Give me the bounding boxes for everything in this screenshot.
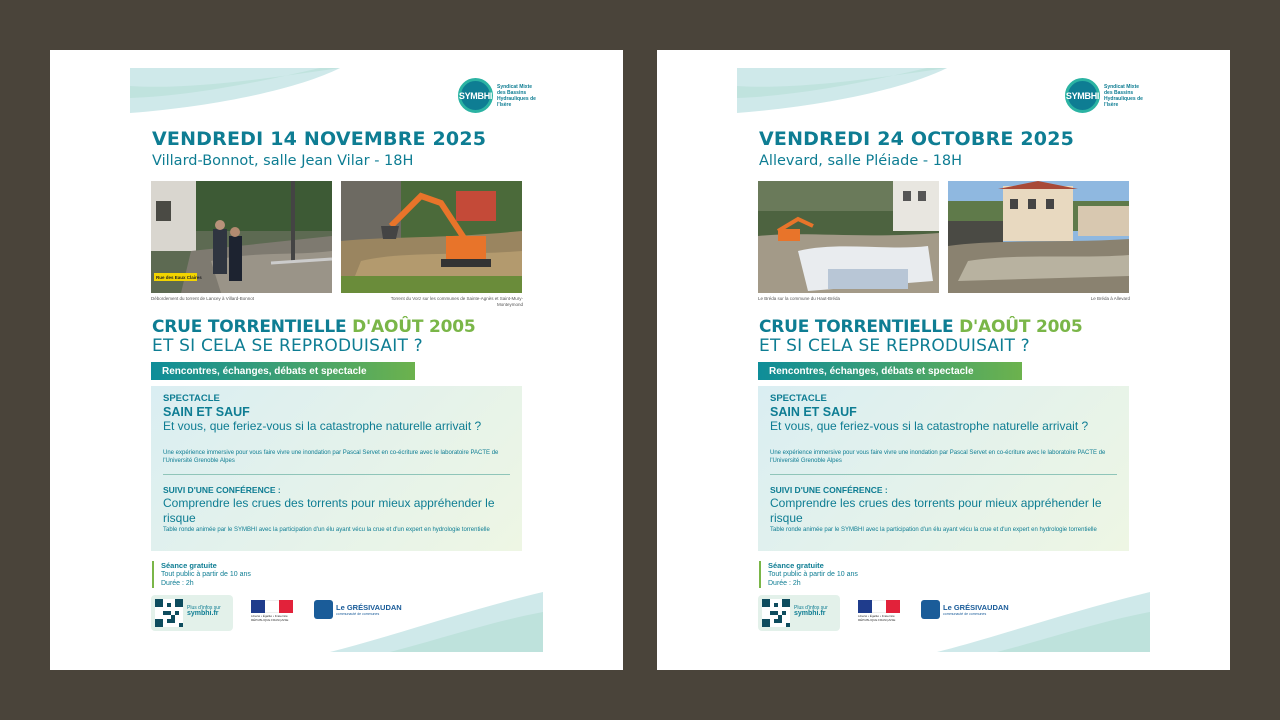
spectacle-description: Une expérience immersive pour vous faire vivre une inondation par Pascal Servet en co-écriture avec le laboratoire PACTE de l'Université Grenoble Alpes [770, 450, 1106, 464]
event-banner: Rencontres, échanges, débats et spectacle [758, 362, 1022, 380]
event-venue: Allevard, salle Pléiade - 18H [759, 153, 963, 169]
photo-caption-1: Le Bréda sur la commune du Haut-Bréda [758, 296, 841, 301]
session-info: Séance gratuite Tout public à partir de 10 ans Durée : 2h [759, 561, 858, 588]
symbhi-logo: SYMBHI Syndicat Mixte des Bassins Hydrauliques de l'Isère [1065, 78, 1144, 113]
headline: CRUE TORRENTIELLE D'AOÛT 2005 [759, 317, 1083, 337]
headline-question: ET SI CELA SE REPRODUISAIT ? [152, 336, 423, 356]
bottom-wave-decoration [130, 592, 543, 652]
spectacle-label: SPECTACLE [770, 393, 827, 404]
event-date: VENDREDI 14 NOVEMBRE 2025 [152, 128, 487, 150]
program-box [758, 386, 1129, 551]
conference-title: Comprendre les crues des torrents pour mieux appréhender le risque [770, 496, 1102, 525]
event-banner: Rencontres, échanges, débats et spectacle [151, 362, 415, 380]
flood-photo-river-town [948, 181, 1129, 293]
event-venue: Villard-Bonnot, salle Jean Vilar - 18H [152, 153, 414, 169]
poster-card-2 [657, 50, 1230, 670]
republique-francaise-logo: Liberté • Égalité • Fraternité RÉPUBLIQUE FRANÇAISE [858, 600, 900, 624]
spectacle-title: SAIN ET SAUF [770, 405, 857, 419]
poster-card-1 [50, 50, 623, 670]
symbhi-logo-icon: SYMBHI [458, 78, 493, 113]
photo-caption-2: Le Bréda à Allevard [1090, 296, 1130, 301]
spectacle-title: SAIN ET SAUF [163, 405, 250, 419]
conference-title: Comprendre les crues des torrents pour mieux appréhender le risque [163, 496, 495, 525]
divider [770, 474, 1117, 475]
event-date: VENDREDI 24 OCTOBRE 2025 [759, 128, 1075, 150]
conference-label: SUIVI D'UNE CONFÉRENCE : [163, 485, 281, 495]
street-sign-text: Rue des Eaux Claires [156, 275, 202, 280]
photo-caption-2: Torrent du Vorz sur les communes de Sainte-Agnès et Saint-Mury-Monteymond [390, 296, 523, 307]
headline: CRUE TORRENTIELLE D'AOÛT 2005 [152, 317, 476, 337]
conference-description: Table ronde animée par le SYMBHI avec la participation d'un élu ayant vécu la crue et d'un expert en hydrologie torrentielle [163, 527, 490, 533]
symbhi-logo: SYMBHI Syndicat Mixte des Bassins Hydrauliques de l'Isère [458, 78, 537, 113]
symbhi-url: symbhi.fr [794, 610, 826, 617]
photo-caption-1: Débordement du torrent de Lancey à Villard-Bonnot [151, 296, 254, 301]
poster [737, 68, 1150, 652]
flood-photo-excavator [341, 181, 522, 293]
spectacle-label: SPECTACLE [163, 393, 220, 404]
session-info: Séance gratuite Tout public à partir de 10 ans Durée : 2h [152, 561, 251, 588]
spectacle-question: Et vous, que feriez-vous si la catastrophe naturelle arrivait ? [163, 419, 482, 433]
gresivaudan-logo: Le GRÉSIVAUDAN communauté de communes [314, 600, 402, 619]
gresivaudan-logo: Le GRÉSIVAUDAN communauté de communes [921, 600, 1009, 619]
qr-info-box: Plus d'infos sur symbhi.fr [758, 595, 840, 631]
divider [163, 474, 510, 475]
program-box [151, 386, 522, 551]
symbhi-url: symbhi.fr [187, 610, 219, 617]
conference-label: SUIVI D'UNE CONFÉRENCE : [770, 485, 888, 495]
headline-question: ET SI CELA SE REPRODUISAIT ? [759, 336, 1030, 356]
spectacle-description: Une expérience immersive pour vous faire vivre une inondation par Pascal Servet en co-écriture avec le laboratoire PACTE de l'Université Grenoble Alpes [163, 450, 499, 464]
flood-photo-street [151, 181, 332, 293]
symbhi-logo-icon: SYMBHI [1065, 78, 1100, 113]
spectacle-question: Et vous, que feriez-vous si la catastrophe naturelle arrivait ? [770, 419, 1089, 433]
poster [130, 68, 543, 652]
republique-francaise-logo: Liberté • Égalité • Fraternité RÉPUBLIQUE FRANÇAISE [251, 600, 293, 624]
flood-photo-village [758, 181, 939, 293]
bottom-wave-decoration [737, 592, 1150, 652]
conference-description: Table ronde animée par le SYMBHI avec la participation d'un élu ayant vécu la crue et d'un expert en hydrologie torrentielle [770, 527, 1097, 533]
qr-info-box: Plus d'infos sur symbhi.fr [151, 595, 233, 631]
